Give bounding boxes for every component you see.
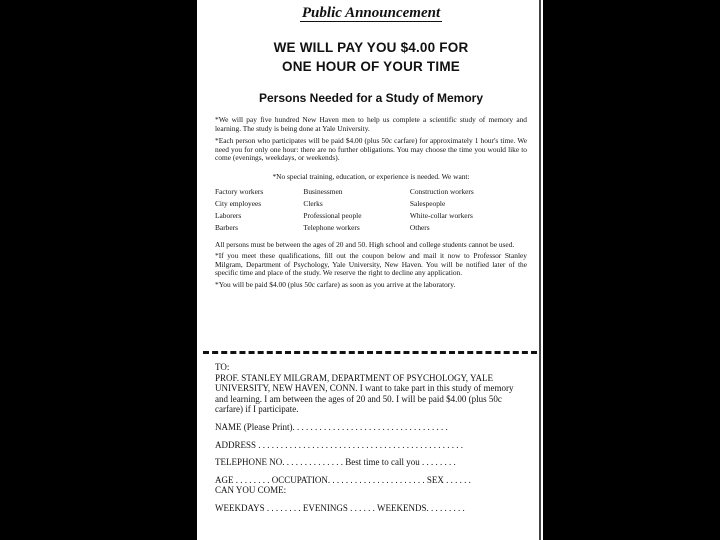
availability-field[interactable]: WEEKDAYS . . . . . . . . EVENINGS . . . . . . WEEKENDS. . . . . . . . . bbox=[215, 502, 465, 513]
application-coupon bbox=[215, 360, 527, 514]
table-cell: Construction workers bbox=[409, 186, 474, 196]
table-row bbox=[215, 198, 527, 210]
table-cell: Factory workers bbox=[215, 186, 264, 196]
worker-types-table bbox=[215, 186, 527, 234]
newspaper-ad-page bbox=[197, 0, 543, 540]
paragraph: *You will be paid $4.00 (plus 50c carfare) as soon as you arrive at the laboratory. bbox=[215, 279, 456, 289]
headline bbox=[215, 38, 527, 76]
table-row bbox=[215, 186, 527, 198]
requirements-line: *No special training, education, or experience is needed. We want: bbox=[272, 171, 470, 181]
name-field[interactable]: NAME (Please Print). . . . . . . . . . . . . . . . . . . . . . . . . . . . . . . . . . . bbox=[215, 421, 448, 432]
table-cell: Professional people bbox=[303, 210, 362, 220]
headline-line-1: WE WILL PAY YOU $4.00 FOR bbox=[273, 40, 469, 55]
table-cell: Barbers bbox=[215, 222, 238, 232]
coupon-cut-line bbox=[203, 351, 537, 354]
telephone-field[interactable]: TELEPHONE NO. . . . . . . . . . . . . . Best time to call you . . . . . . . . bbox=[215, 457, 456, 468]
table-cell: Laborers bbox=[215, 210, 242, 220]
table-cell: Others bbox=[409, 222, 430, 232]
table-cell: Salespeople bbox=[409, 198, 446, 208]
ad-header: Public Announcement bbox=[301, 5, 441, 21]
paragraph: *Each person who participates will be paid $4.00 (plus 50c carfare) for approximately 1 hour's time. We need you for only one hour: there are no further obligations. You may choose the time you would like to come (evenings, weekdays, or weekends). bbox=[215, 136, 527, 163]
paragraph: All persons must be between the ages of 20 and 50. High school and college students cannot be used. bbox=[215, 239, 515, 249]
headline-line-2: ONE HOUR OF YOUR TIME bbox=[282, 59, 460, 74]
paragraph: *We will pay five hundred New Haven men to help us complete a scientific study of memory and learning. The study is being done at Yale University. bbox=[215, 115, 527, 133]
table-cell: White-collar workers bbox=[409, 210, 473, 220]
table-cell: City employees bbox=[215, 198, 262, 208]
table-cell: Telephone workers bbox=[303, 222, 360, 232]
subheadline: Persons Needed for a Study of Memory bbox=[258, 91, 484, 105]
table-cell: Clerks bbox=[303, 198, 323, 208]
table-row bbox=[215, 210, 527, 222]
coupon-body: PROF. STANLEY MILGRAM, DEPARTMENT OF PSYCHOLOGY, YALE UNIVERSITY, NEW HAVEN, CONN. I want to take part in this study of memory and learning. I am between the ages of 20 and 50. I will be paid $4.00 (plus 50c carfare) if I participate. bbox=[215, 372, 514, 415]
age-occupation-sex-field[interactable]: AGE . . . . . . . . OCCUPATION. . . . . . . . . . . . . . . . . . . . . . SEX . . . . . . bbox=[215, 474, 471, 485]
table-cell: Businessmen bbox=[303, 186, 343, 196]
address-field[interactable]: ADDRESS . . . . . . . . . . . . . . . . . . . . . . . . . . . . . . . . . . . . . . . . . . . . . . bbox=[215, 439, 464, 450]
coupon-to: TO: bbox=[215, 362, 230, 372]
column-rule bbox=[539, 0, 541, 540]
paragraph: *If you meet these qualifications, fill out the coupon below and mail it now to Professor Stanley Milgram, Department of Psychology, Yale University, New Haven. You will be notified later of the specific time and place of the study. We reserve the right to decline any application. bbox=[215, 251, 527, 278]
table-row bbox=[215, 222, 527, 234]
ad-content bbox=[215, 0, 527, 290]
can-you-come-label: CAN YOU COME: bbox=[215, 485, 287, 496]
